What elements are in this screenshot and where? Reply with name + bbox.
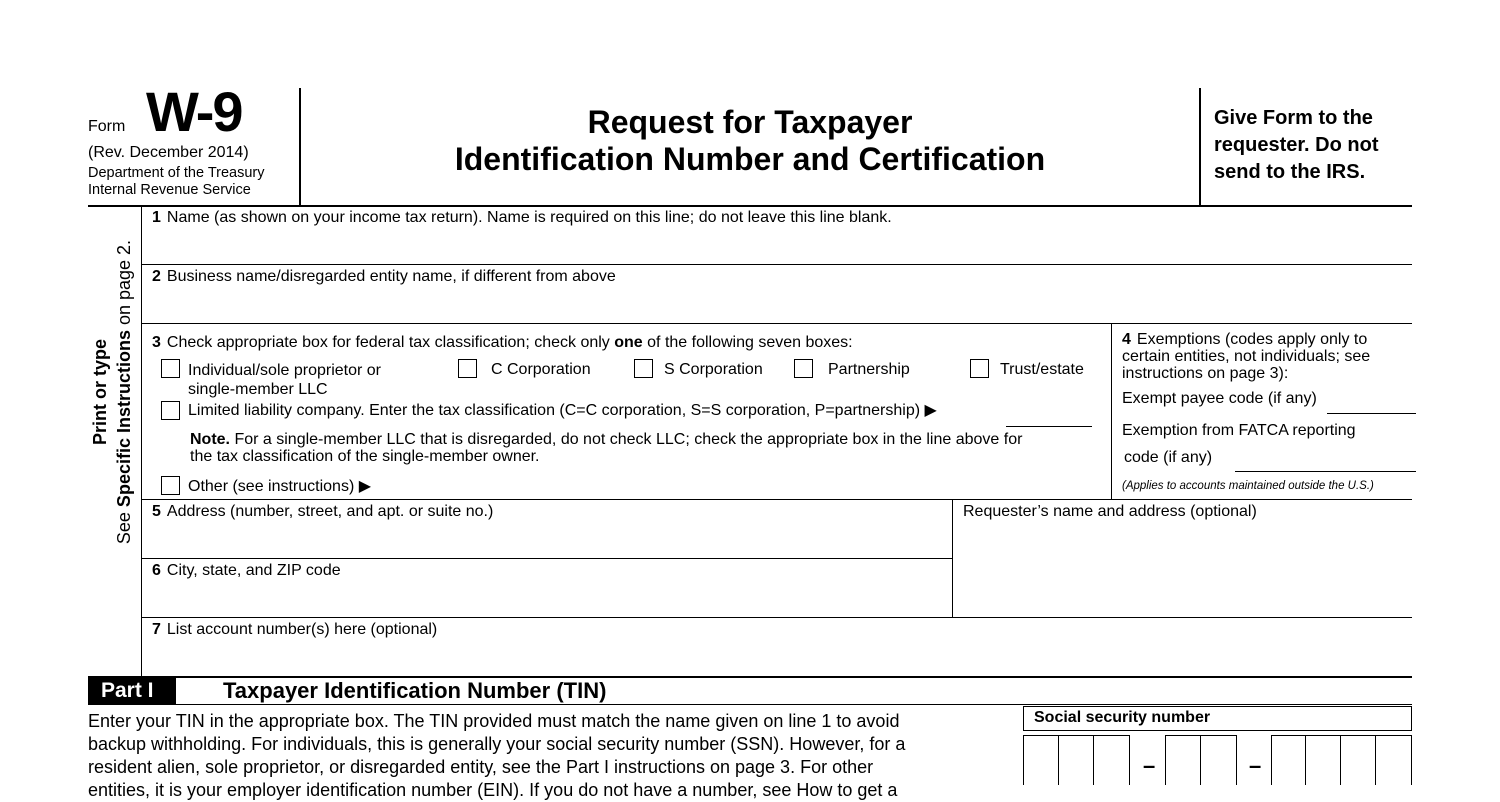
exempt-payee-label: Exempt payee code (if any): [1122, 390, 1317, 407]
line5-number: 5: [152, 503, 161, 520]
sidebar-divider: [141, 207, 142, 677]
fatca-label-line1: Exemption from FATCA reporting: [1122, 422, 1356, 439]
trust-estate-label: Trust/estate: [1000, 361, 1084, 378]
line3-text-bold: one: [614, 334, 643, 351]
ssn-label: Social security number: [1034, 709, 1211, 726]
ssn-digit-4[interactable]: [1165, 735, 1201, 785]
individual-label-line2: single-member LLC: [188, 381, 328, 398]
form-number: W-9: [146, 80, 242, 143]
fatca-label-line2: code (if any): [1124, 449, 1213, 466]
see-bold: Specific Instructions: [114, 330, 134, 508]
c-corporation-label: C Corporation: [491, 361, 591, 378]
line4-text-line3: instructions on page 3):: [1122, 365, 1289, 382]
instruction-line2: requester. Do not: [1214, 134, 1379, 156]
line2-rule: [141, 323, 1412, 324]
line2-label: [152, 268, 616, 286]
line3-label: [152, 334, 853, 352]
line1-label: [152, 209, 892, 227]
line3-text-prefix: Check appropriate box for federal tax classification; check only: [166, 334, 615, 351]
print-or-type-sidebar: [88, 172, 138, 612]
line4-divider: [1111, 323, 1112, 500]
line1-number: 1: [152, 209, 161, 226]
individual-label-line1: Individual/sole proprietor or: [188, 362, 381, 379]
line3-number: 3: [152, 334, 161, 351]
part1-title: Taxpayer Identification Number (TIN): [223, 678, 607, 703]
llc-classification-input[interactable]: [1006, 402, 1092, 427]
line5-text: Address (number, street, and apt. or suite no.): [166, 503, 494, 520]
line4-text-line2: certain entities, not individuals; see: [1122, 348, 1371, 365]
partnership-label: Partnership: [828, 361, 910, 378]
print-or-type-label: Print or type: [90, 339, 110, 446]
part1-tag-label: Part I: [101, 679, 154, 702]
partnership-checkbox[interactable]: [794, 359, 813, 378]
requester-divider: [952, 499, 953, 617]
agency: Internal Revenue Service: [88, 182, 251, 198]
requester-label: Requester’s name and address (optional): [963, 503, 1257, 520]
line3-rule: [141, 499, 1412, 500]
line1-text: Name (as shown on your income tax return). Name is required on this line; do not leave this line blank.: [166, 209, 892, 226]
other-checkbox[interactable]: [161, 476, 180, 495]
requester-input[interactable]: [963, 526, 1407, 616]
ssn-dash-1: –: [1143, 753, 1156, 778]
line4-text-line1: Exemptions (codes apply only to: [1136, 331, 1368, 348]
see-prefix: See: [114, 507, 134, 545]
ssn-digit-5[interactable]: [1201, 735, 1237, 785]
address-input[interactable]: [152, 526, 946, 556]
trust-estate-checkbox[interactable]: [970, 359, 989, 378]
ssn-label-box: [1023, 706, 1412, 731]
line1-rule: [141, 264, 1412, 265]
line4-number: 4: [1122, 331, 1131, 348]
instruction-line3: send to the IRS.: [1214, 161, 1366, 183]
header-bottom-rule: [88, 205, 1412, 207]
line7-number: 7: [152, 621, 161, 638]
c-corporation-checkbox[interactable]: [458, 359, 477, 378]
name-input[interactable]: [152, 232, 1406, 262]
line6-rule: [141, 617, 1412, 618]
line2-text: Business name/disregarded entity name, if different from above: [166, 268, 616, 285]
department: Department of the Treasury: [88, 165, 265, 181]
line6-number: 6: [152, 562, 161, 579]
part1-instructions: [88, 710, 905, 802]
part1-text-line3: resident alien, sole proprietor, or disregarded entity, see the Part I instructions on page 3. For other: [88, 757, 874, 777]
ssn-digit-2[interactable]: [1059, 735, 1094, 785]
exempt-payee-input[interactable]: [1327, 389, 1416, 414]
give-form-instruction: [1214, 105, 1378, 186]
ssn-digit-3[interactable]: [1094, 735, 1130, 785]
ssn-digit-7[interactable]: [1306, 735, 1341, 785]
part1-text-line1: Enter your TIN in the appropriate box. The TIN provided must match the name given on line 1 to avoid: [88, 711, 900, 731]
form-revision: (Rev. December 2014): [88, 144, 249, 161]
individual-checkbox[interactable]: [161, 359, 180, 378]
note-line2: the tax classification of the single-member owner.: [190, 448, 540, 465]
line6-label: [152, 562, 341, 580]
form-title: [301, 104, 1199, 178]
ssn-digit-8[interactable]: [1341, 735, 1376, 785]
instruction-line1: Give Form to the: [1214, 107, 1373, 129]
ssn-dash-2: –: [1249, 753, 1262, 778]
part1-rule: [88, 704, 1412, 705]
note-bold: Note.: [190, 431, 230, 448]
s-corporation-label: S Corporation: [664, 361, 763, 378]
form-word: Form: [88, 118, 126, 135]
fatca-applies-note: (Applies to accounts maintained outside the U.S.): [1122, 480, 1374, 492]
ssn-digit-6[interactable]: [1271, 735, 1306, 785]
line6-text: City, state, and ZIP code: [166, 562, 341, 579]
see-instructions-label: [112, 172, 136, 612]
form-title-line1: Request for Taxpayer: [587, 104, 913, 140]
note-line1: For a single-member LLC that is disregarded, do not check LLC; check the appropriate box in the line above for: [230, 431, 1023, 448]
other-label: Other (see instructions) ▶: [188, 478, 372, 495]
line4-label: [1122, 331, 1370, 382]
fatca-code-input[interactable]: [1235, 447, 1416, 472]
line7-text: List account number(s) here (optional): [166, 621, 438, 638]
s-corporation-checkbox[interactable]: [634, 359, 653, 378]
city-state-zip-input[interactable]: [152, 585, 946, 615]
account-numbers-input[interactable]: [152, 644, 1406, 674]
llc-note: [190, 431, 1022, 465]
part1-text-line2: backup withholding. For individuals, this is generally your social security number (SSN). However, for a: [88, 734, 906, 754]
individual-label: [188, 361, 381, 399]
business-name-input[interactable]: [152, 291, 1406, 321]
ssn-digit-grid[interactable]: [1023, 735, 1412, 785]
ssn-digit-9[interactable]: [1376, 735, 1412, 785]
form-title-line2: Identification Number and Certification: [454, 141, 1046, 177]
line3-text-suffix: of the following seven boxes:: [642, 334, 853, 351]
line5-label: [152, 503, 493, 521]
ssn-digit-1[interactable]: [1023, 735, 1059, 785]
part1-text-line4: entities, it is your employer identification number (EIN). If you do not have a number, see How to get a: [88, 780, 898, 800]
llc-label: Limited liability company. Enter the tax classification (C=C corporation, S=S corporation, P=partnership) ▶: [188, 402, 937, 419]
see-suffix: on page 2.: [114, 239, 134, 331]
header-divider-right: [1199, 88, 1201, 206]
line2-number: 2: [152, 268, 161, 285]
llc-checkbox[interactable]: [161, 401, 180, 420]
line7-label: [152, 621, 437, 639]
line5-rule: [141, 558, 952, 559]
